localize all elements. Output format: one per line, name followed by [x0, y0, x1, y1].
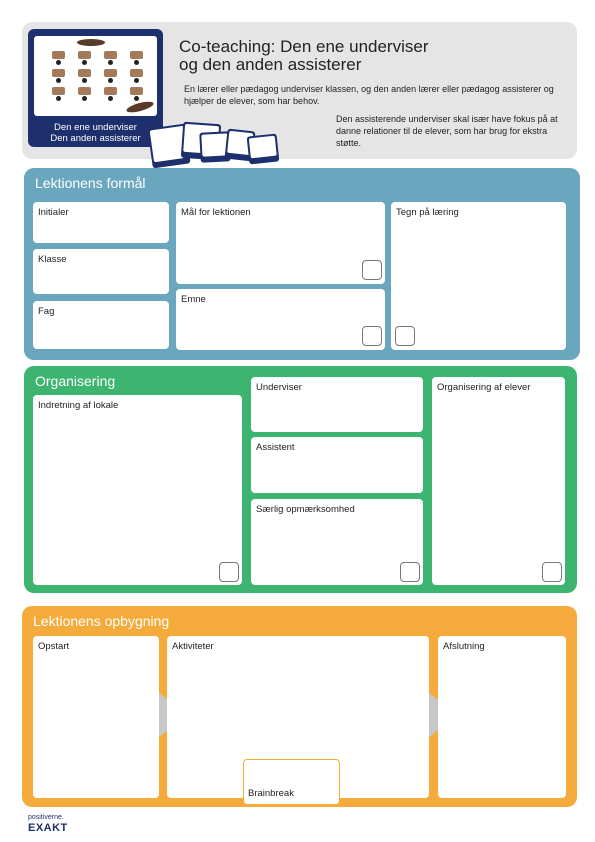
student-icon	[82, 96, 87, 101]
student-icon	[134, 60, 139, 65]
field-label: Indretning af lokale	[38, 400, 119, 411]
desk-icon	[130, 51, 143, 59]
field-label: Afslutning	[443, 641, 485, 652]
field-afslutning[interactable]	[438, 636, 566, 798]
field-label: Emne	[181, 294, 206, 305]
section-organisering	[24, 366, 577, 593]
desk-icon	[52, 69, 65, 77]
field-indretning-af-lokale[interactable]	[33, 395, 242, 585]
checkbox[interactable]	[395, 326, 415, 346]
section-title-opbygning: Lektionens opbygning	[33, 613, 170, 629]
field-label: Tegn på læring	[396, 207, 459, 218]
checkbox[interactable]	[400, 562, 420, 582]
field-klasse[interactable]	[33, 249, 169, 294]
desk-icon	[130, 69, 143, 77]
field-label: Brainbreak	[248, 788, 294, 799]
mini-card-icon	[247, 134, 280, 165]
field-fag[interactable]	[33, 301, 169, 349]
teacher-table-icon	[77, 39, 105, 46]
field-emne[interactable]	[176, 289, 385, 350]
checkbox[interactable]	[362, 326, 382, 346]
field-opstart[interactable]	[33, 636, 159, 798]
field-brainbreak[interactable]	[243, 759, 340, 805]
checkbox[interactable]	[219, 562, 239, 582]
student-icon	[108, 96, 113, 101]
classroom-illustration	[34, 36, 157, 116]
student-icon	[82, 78, 87, 83]
field-underviser[interactable]	[251, 377, 423, 432]
logo-subtext: positiverne.	[28, 814, 64, 821]
header-panel	[22, 22, 577, 159]
student-icon	[134, 78, 139, 83]
field-label: Assistent	[256, 442, 295, 453]
desk-icon	[78, 69, 91, 77]
illustration-card	[28, 29, 163, 147]
page-title-line2: og den anden assisterer	[179, 55, 362, 74]
desk-icon	[78, 51, 91, 59]
intro-text: En lærer eller pædagog underviser klassen, og den anden lærer eller pædagog assisterer og hjælper de elever, som har behov.	[184, 84, 554, 106]
field-tegn-paa-laering[interactable]	[391, 202, 566, 350]
field-label: Særlig opmærksomhed	[256, 504, 355, 515]
student-icon	[108, 60, 113, 65]
page-title-line1: Co-teaching: Den ene underviser	[179, 37, 429, 56]
student-icon	[56, 60, 61, 65]
student-icon	[56, 96, 61, 101]
checkbox[interactable]	[542, 562, 562, 582]
field-label: Aktiviteter	[172, 641, 214, 652]
field-maal[interactable]	[176, 202, 385, 284]
card-caption-2: Den anden assisterer	[50, 133, 141, 144]
assistant-table-icon	[125, 100, 154, 115]
desk-icon	[104, 69, 117, 77]
section-formaal	[24, 168, 580, 360]
desk-icon	[52, 87, 65, 95]
student-icon	[56, 78, 61, 83]
field-label: Opstart	[38, 641, 70, 652]
field-label: Klasse	[38, 254, 67, 265]
desk-icon	[104, 51, 117, 59]
field-aktiviteter[interactable]	[167, 636, 429, 798]
field-label: Mål for lektionen	[181, 207, 251, 218]
section-title-formaal: Lektionens formål	[35, 175, 146, 191]
desk-icon	[78, 87, 91, 95]
logo: EXAKT	[28, 822, 68, 834]
field-label: Initialer	[38, 207, 69, 218]
card-caption-1: Den ene underviser	[54, 122, 137, 133]
intro-text-2: Den assisterende underviser skal især have fokus på at danne relationer til de elever, som har brug for ekstra støtte.	[336, 114, 558, 148]
desk-icon	[52, 51, 65, 59]
field-organisering-af-elever[interactable]	[432, 377, 565, 585]
section-opbygning	[22, 606, 577, 807]
field-saerlig-opmaerksomhed[interactable]	[251, 499, 423, 585]
desk-icon	[130, 87, 143, 95]
checkbox[interactable]	[362, 260, 382, 280]
field-initialer[interactable]	[33, 202, 169, 243]
field-label: Underviser	[256, 382, 302, 393]
section-title-organisering: Organisering	[35, 373, 116, 389]
student-icon	[108, 78, 113, 83]
desk-icon	[104, 87, 117, 95]
field-assistent[interactable]	[251, 437, 423, 493]
field-label: Fag	[38, 306, 55, 317]
student-icon	[134, 96, 139, 101]
field-label: Organisering af elever	[437, 382, 531, 393]
student-icon	[82, 60, 87, 65]
